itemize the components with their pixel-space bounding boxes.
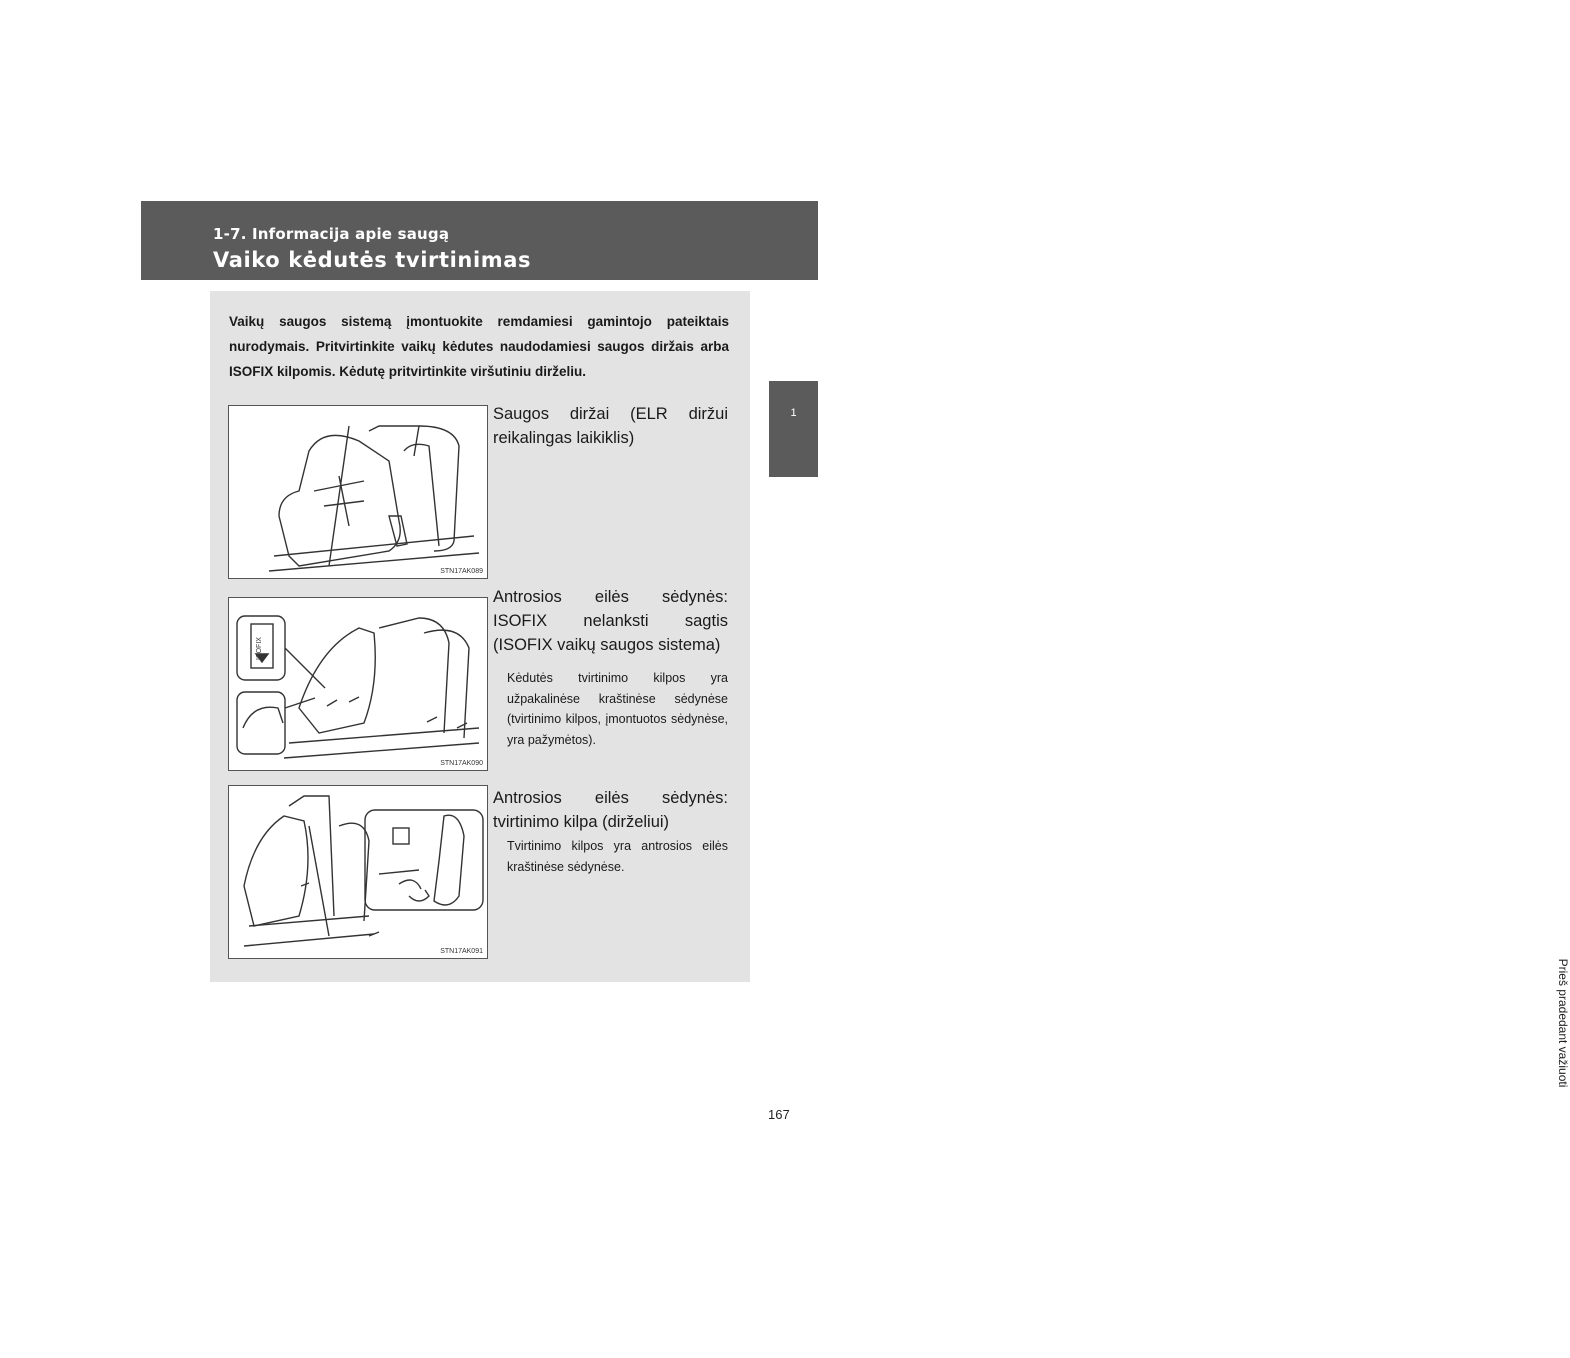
chapter-tab-number: 1	[769, 381, 818, 477]
figure-code: STN17AK091	[440, 948, 483, 955]
figure-seat-belt	[228, 405, 488, 579]
child-seat-belt-illustration	[229, 406, 487, 578]
section-title: 1-7. Informacija apie saugą	[213, 225, 450, 243]
chapter-tab-label: Prieš pradedant važiuoti	[1556, 958, 1570, 1088]
isofix-anchor-illustration	[229, 598, 487, 770]
chapter-header	[141, 201, 818, 280]
item-heading: Saugos diržai (ELR diržui reikalingas laikiklis)	[493, 405, 728, 447]
chapter-tab	[769, 478, 1570, 1088]
figure-code: STN17AK090	[440, 760, 483, 767]
tether-anchor-illustration	[229, 786, 487, 958]
figure-tether	[228, 785, 488, 959]
isofix-badge: ISOFIX	[256, 637, 263, 660]
item-note: Tvirtinimo kilpos yra antrosios eilės kraštinėse sėdynėse.	[507, 839, 728, 874]
figure-isofix	[228, 597, 488, 771]
item-heading: Antrosios eilės sėdynės: ISOFIX nelanksti sagtis (ISOFIX vaikų saugos sistema)	[493, 588, 728, 654]
item-note: Kėdutės tvirtinimo kilpos yra užpakalinėse kraštinėse sėdynėse (tvirtinimo kilpos, įmontuotos sėdynėse, yra pažymėtos).	[507, 671, 728, 747]
page-title: Vaiko kėdutės tvirtinimas	[213, 248, 532, 272]
content-box	[210, 291, 750, 982]
intro-text: Vaikų saugos sistemą įmontuokite remdamiesi gamintojo pateiktais nurodymais. Pritvirtinkite vaikų kėdutes naudodamiesi saugos diržais arba ISOFIX kilpomis. Kėdutę pritvirtinkite viršutiniu dirželiu.	[229, 314, 729, 379]
page-number: 167	[768, 1107, 790, 1122]
figure-code: STN17AK089	[440, 568, 483, 575]
item-heading: Antrosios eilės sėdynės: tvirtinimo kilpa (dirželiui)	[493, 789, 728, 831]
